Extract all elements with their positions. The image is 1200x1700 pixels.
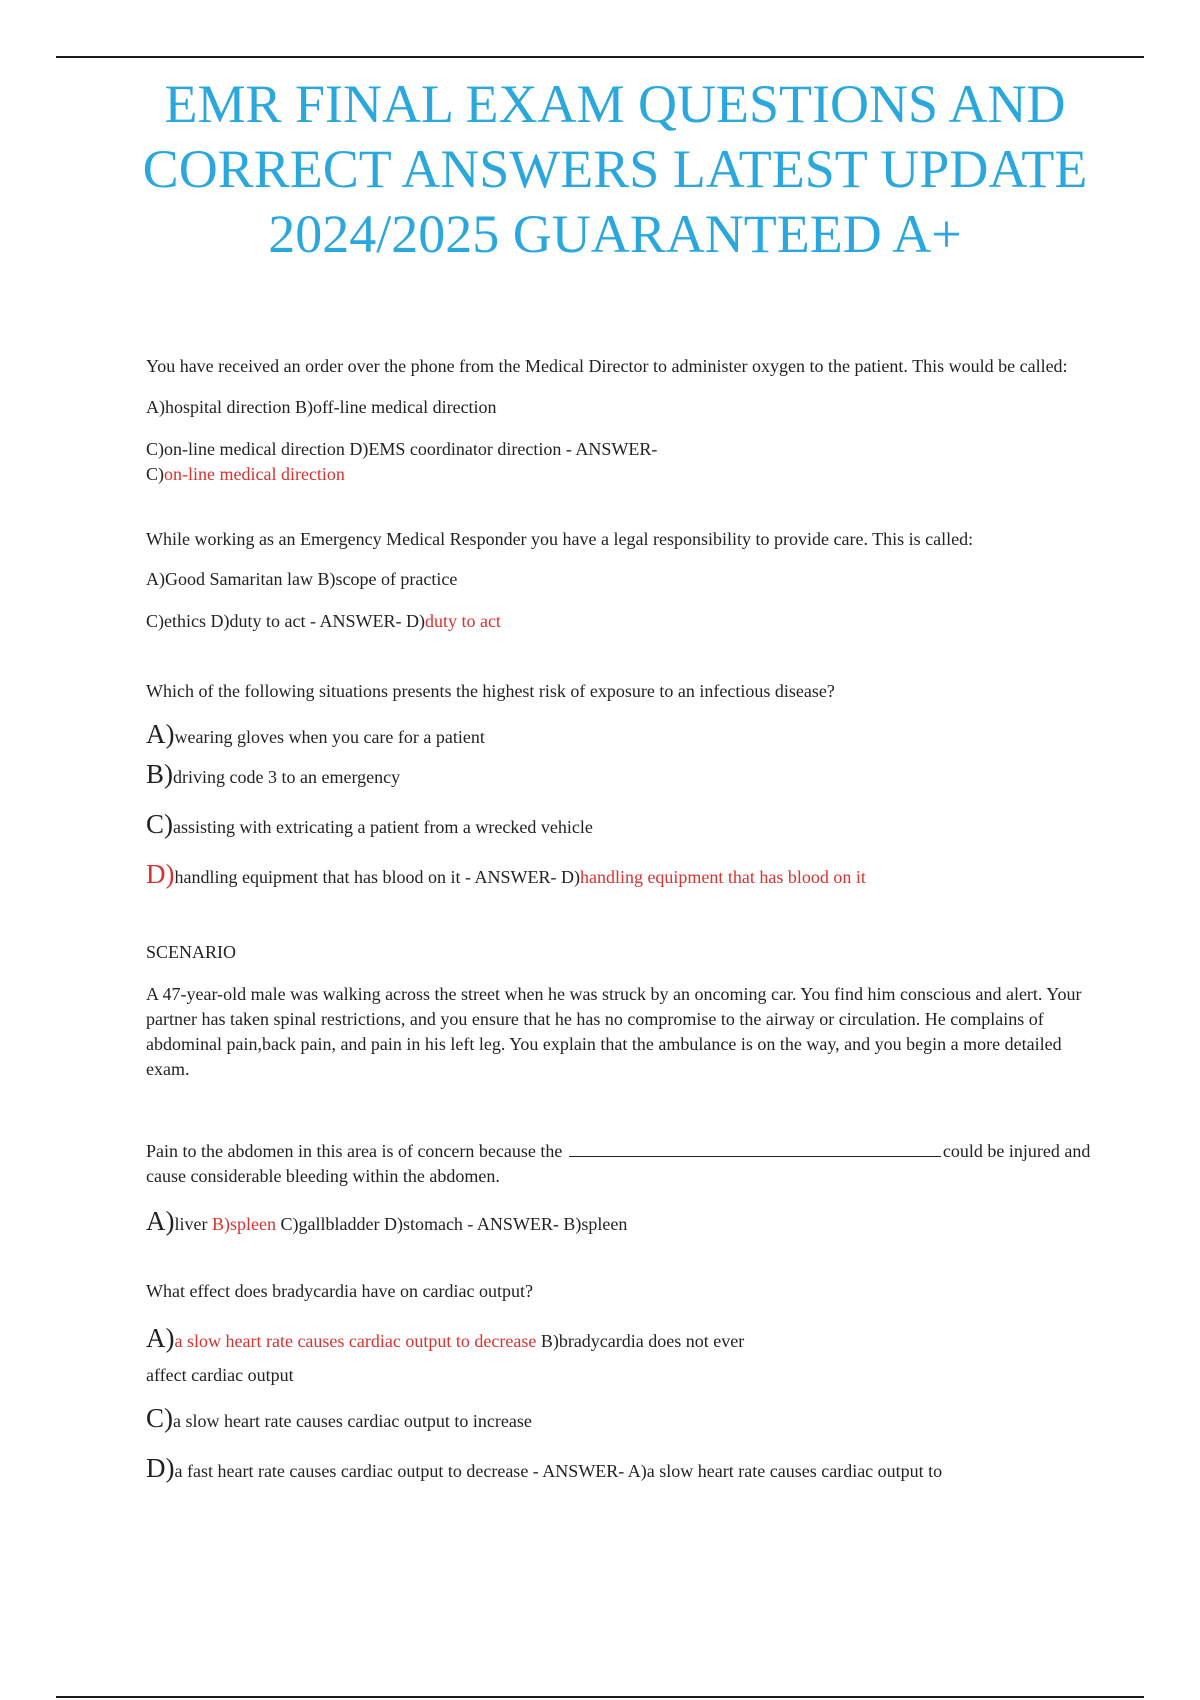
q1-answer: C)on-line medical direction xyxy=(146,464,345,484)
document-body xyxy=(146,354,1096,1484)
q3-option-b: B)driving code 3 to an emergency xyxy=(146,759,401,789)
q5-answer-highlight: a slow heart rate causes cardiac output to decrease xyxy=(174,1331,537,1351)
q3-option-d: D)handling equipment that has blood on it - ANSWER- D)handling equipment that has blood on it xyxy=(146,859,866,889)
q4-answer-highlight: B)spleen xyxy=(212,1214,276,1234)
q5-stem: What effect does bradycardia have on cardiac output? xyxy=(146,1281,533,1301)
q1-options-line2: C)on-line medical direction D)EMS coordinator direction - ANSWER- xyxy=(146,439,658,459)
q2-stem: While working as an Emergency Medical Responder you have a legal responsibility to provide care. This is called: xyxy=(146,529,974,549)
q1-answer-text: on-line medical direction xyxy=(164,464,345,484)
q5-option-b-cont: affect cardiac output xyxy=(146,1365,294,1385)
q3-stem: Which of the following situations presents the highest risk of exposure to an infectious disease? xyxy=(146,681,835,701)
q2-options-line1: A)Good Samaritan law B)scope of practice xyxy=(146,569,458,589)
q5-option-c: C)a slow heart rate causes cardiac output to increase xyxy=(146,1403,532,1433)
q2-options-line2: C)ethics D)duty to act - ANSWER- D)duty to act xyxy=(146,611,501,631)
q3-option-c: C)assisting with extricating a patient from a wrecked vehicle xyxy=(146,809,593,839)
q5-option-d: D)a fast heart rate causes cardiac output to decrease - ANSWER- A)a slow heart rate causes cardiac output to xyxy=(146,1453,943,1483)
scenario-text: A 47-year-old male was walking across the street when he was struck by an oncoming car. You find him conscious and alert. Your partner has taken spinal restrictions, and you ensure that he has no compromise to the airway or circulation. He complains of abdominal pain,back pain, and pain in his left leg. You explain that the ambulance is on the way, and you begin a more detailed exam. xyxy=(146,984,1082,1079)
q4-options: A)liver B)spleen C)gallbladder D)stomach - ANSWER- B)spleen xyxy=(146,1206,628,1236)
top-rule xyxy=(56,56,1144,58)
q4-blank-line xyxy=(569,1140,941,1157)
q3-option-a: A)wearing gloves when you care for a patient xyxy=(146,719,485,749)
document-title: EMR FINAL EXAM QUESTIONS AND CORRECT ANSWERS LATEST UPDATE 2024/2025 GUARANTEED A+ xyxy=(142,74,1088,264)
scenario-heading: SCENARIO xyxy=(146,942,237,962)
q2-answer-text: duty to act xyxy=(424,611,501,631)
bottom-rule xyxy=(56,1696,1144,1698)
q3-answer-text: handling equipment that has blood on it xyxy=(579,867,866,887)
q1-options-line1: A)hospital direction B)off-line medical direction xyxy=(146,397,497,417)
q5-option-a: A)a slow heart rate causes cardiac output to decrease B)bradycardia does not ever xyxy=(146,1323,745,1353)
q4-stem: Pain to the abdomen in this area is of concern because the could be injured and cause considerable bleeding within the abdomen. xyxy=(146,1141,1091,1186)
q1-stem: You have received an order over the phone from the Medical Director to administer oxygen to the patient. This would be called: xyxy=(146,356,1068,376)
